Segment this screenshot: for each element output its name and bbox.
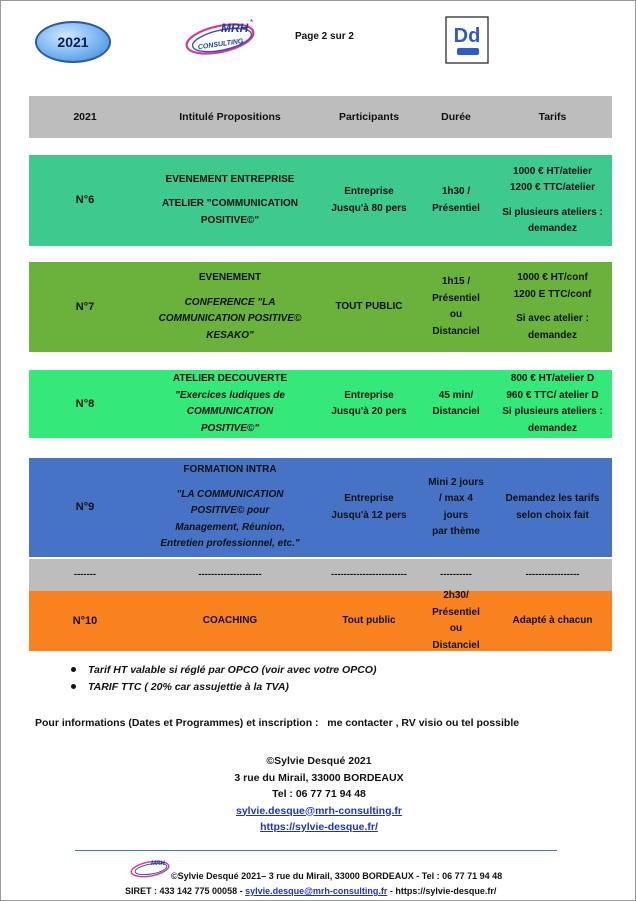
title-line: Management, Réunion, (175, 521, 285, 533)
title-line: "LA COMMUNICATION (176, 488, 284, 500)
duree-line: 2h30/ (443, 590, 469, 601)
svg-text:MRH: MRH (221, 21, 249, 35)
contact-copyright: ©Sylvie Desqué 2021 (266, 755, 372, 767)
svg-text:Dd: Dd (453, 25, 481, 47)
title-line: CONFERENCE "LA (184, 296, 276, 308)
duree-line: Présentiel (432, 292, 480, 304)
row-duree (419, 274, 493, 340)
footer-website: - https://sylvie-desque.fr/ (387, 886, 497, 896)
title-line: POSITIVE© pour (190, 505, 270, 517)
duree-line: Distanciel (432, 325, 480, 337)
table-row-n9 (29, 458, 612, 557)
row-duree (419, 588, 493, 654)
duree-line: ou (449, 309, 463, 320)
title-line: EVENEMENT ENTREPRISE (165, 173, 295, 185)
duree-line: Mini 2 jours (428, 476, 484, 488)
row-title (141, 270, 319, 344)
title-line: ATELIER DECOUVERTE (172, 373, 288, 384)
note-text: TARIF TTC ( 20% car assujettie à la TVA) (88, 680, 289, 693)
tarifs-line: 800 € HT/atelier D (510, 373, 595, 384)
table-row-n7 (29, 262, 612, 352)
row-duree (419, 388, 493, 421)
row-tarifs (493, 491, 612, 524)
participants-line: Jusqu'à 12 pers (331, 509, 407, 521)
row-duree (419, 475, 493, 541)
header-tarifs: Tarifs (538, 110, 567, 123)
duree-line: 45 min/ (438, 389, 474, 401)
table-row-n10 (29, 591, 612, 651)
footer-siret: SIRET : 433 142 775 00058 - (125, 886, 246, 896)
participants-line: Entreprise (344, 493, 394, 504)
svg-text:CONSULTING: CONSULTING (197, 38, 244, 52)
row-tarifs (493, 371, 612, 437)
duree-line: par thème (432, 526, 480, 537)
tarifs-line: Si plusieurs ateliers : (502, 206, 603, 218)
participants-line: TOUT PUBLIC (335, 300, 403, 312)
info-line: Pour informations (Dates et Programmes) et inscription : me contacter , RV visio ou tel possible (35, 717, 520, 729)
tarifs-line: demandez (528, 422, 577, 434)
header-year: 2021 (73, 110, 97, 123)
note-item (71, 661, 376, 678)
row-title: COACHING (202, 614, 258, 626)
duree-line: / max 4 (439, 493, 473, 504)
row-number: N°10 (72, 614, 98, 627)
header-duree: Durée (441, 110, 471, 123)
contact-block (1, 753, 636, 836)
title-line: COMMUNICATION POSITIVE© (158, 313, 302, 324)
tarifs-line: 1000 € HT/atelier (513, 165, 592, 177)
footer-divider (75, 850, 557, 851)
tarifs-line: 1200 € TTC/atelier (509, 182, 596, 193)
participants-line: Jusqu'à 80 pers (331, 202, 407, 214)
row-participants (319, 299, 419, 316)
tarifs-line: Si plusieurs ateliers : (502, 406, 603, 417)
bullet-icon (71, 684, 76, 689)
title-line: ATELIER "COMMUNICATION (161, 198, 299, 210)
duree-line: jours (443, 509, 469, 521)
tarifs-line: selon choix fait (516, 509, 589, 521)
title-line: "Exercices ludiques de (175, 389, 285, 401)
row-title (141, 462, 319, 553)
note-item (71, 678, 376, 695)
duree-line: 1h30 / (441, 186, 471, 197)
tarifs-line: Si avec atelier : (516, 313, 589, 324)
title-line: Entretien professionnel, etc." (160, 538, 300, 550)
separator-cell: ---------- (440, 569, 472, 581)
row-participants (319, 491, 419, 524)
tarifs-line: Demandez les tarifs (505, 493, 600, 504)
contact-address: 3 rue du Mirail, 33000 BORDEAUX (234, 771, 404, 784)
contact-email-link[interactable]: sylvie.desque@mrh-consulting.fr (235, 804, 403, 817)
footer-line-2 (125, 884, 502, 899)
duree-line: 1h15 / (441, 276, 471, 287)
header-participants: Participants (338, 110, 400, 123)
row-participants: Tout public (342, 614, 396, 626)
tarifs-line: 1200 E TTC/conf (513, 288, 592, 300)
table-separator-row (29, 559, 612, 592)
duree-line: Présentiel (432, 202, 480, 214)
footer-email-link[interactable]: sylvie.desque@mrh-consulting.fr (245, 886, 388, 896)
tarifs-line: demandez (528, 329, 577, 341)
page-footer (125, 869, 502, 899)
row-number: N°8 (75, 397, 95, 410)
separator-cell: ------------------------ (331, 569, 407, 581)
tarifs-line: demandez (528, 223, 577, 234)
title-line: EVENEMENT (198, 272, 262, 283)
tarifs-line: 960 € TTC/ atelier D (506, 389, 599, 401)
tarifs-line: 1000 € HT/conf (517, 272, 588, 283)
participants-line: Entreprise (344, 389, 394, 401)
row-title (141, 371, 319, 437)
table-row-n6 (29, 155, 612, 246)
row-tarifs: Adapté à chacun (512, 614, 593, 626)
duree-line: Présentiel (432, 606, 480, 618)
contact-website-link[interactable]: https://sylvie-desque.fr/ (260, 821, 378, 833)
title-line: POSITIVE©" (200, 422, 260, 434)
row-participants (319, 388, 419, 421)
svg-text:MRH: MRH (151, 861, 165, 867)
title-line: FORMATION INTRA (183, 464, 277, 476)
separator-cell: -------------------- (198, 569, 262, 581)
row-tarifs (493, 164, 612, 238)
row-number: N°7 (75, 300, 95, 313)
row-tarifs (493, 270, 612, 344)
contact-tel: Tel : 06 77 71 94 48 (272, 788, 366, 800)
page-number: Page 2 sur 2 (295, 31, 354, 42)
row-title (141, 172, 319, 230)
separator-cell: ----------------- (525, 569, 580, 581)
separator-cell: ------- (73, 569, 97, 581)
row-duree (419, 184, 493, 217)
participants-line: Jusqu'à 20 pers (331, 406, 407, 417)
row-participants (319, 184, 419, 217)
header-intitule: Intitulé Propositions (179, 110, 281, 123)
duree-line: Distanciel (432, 639, 480, 651)
mrh-consulting-logo (182, 15, 262, 61)
bullet-icon (71, 667, 76, 672)
title-line: POSITIVE©" (200, 214, 260, 226)
datadock-certification-logo (445, 16, 489, 64)
row-number: N°6 (75, 194, 95, 207)
row-number: N°9 (75, 501, 95, 514)
note-text: Tarif HT valable si réglé par OPCO (voir avec votre OPCO) (88, 663, 377, 676)
table-header (29, 96, 612, 138)
year-badge: 2021 (35, 21, 111, 63)
duree-line: ou (449, 623, 463, 634)
table-row-n8 (29, 370, 612, 438)
duree-line: Distanciel (432, 406, 480, 417)
pricing-notes (71, 661, 376, 695)
footer-line-1: ©Sylvie Desqué 2021– 3 rue du Mirail, 33000 BORDEAUX - Tel : 06 77 71 94 48 (171, 871, 503, 881)
svg-text:*: * (250, 18, 254, 27)
title-line: KESAKO" (206, 329, 254, 341)
participants-line: Entreprise (344, 186, 394, 197)
title-line: COMMUNICATION (186, 406, 274, 417)
